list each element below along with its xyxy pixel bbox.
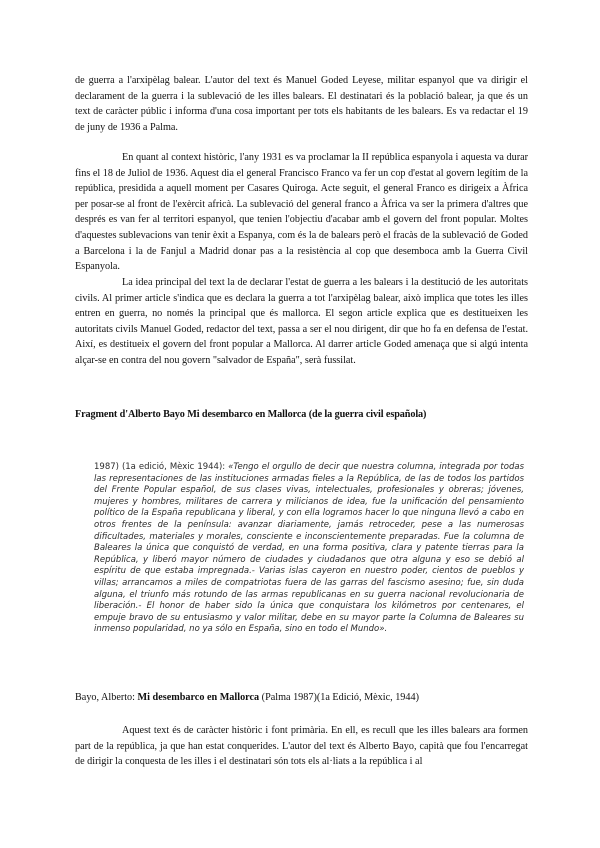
source-citation [75, 692, 528, 703]
citation-title: Mi desembarco en Mallorca [137, 692, 260, 703]
paragraph-main-idea: La idea principal del text la de declarar l'estat de guerra a les balears i la destitució de les autoritats civils. Al primer article s'indica que es declara la guerra a tot l'arxipèlag balear, això implica que totes les illes entren en guerra, no només la principal que és mallorca. El segon article explica que es destitueixen les autoritats civils Manuel Goded, redactor del text, passa a ser el nou dirigent, dir que ho fa en defensa de l'estat. Així, es destitueix el govern del front popular a Mallorca. Al darrer article Goded amenaça que si algú intenta alçar-se en contra del nou govern "salvador de España", serà fussilat. [75, 277, 528, 366]
citation-details: (Palma 1987)(1a Edició, Mèxic, 1944) [259, 692, 419, 703]
quote-text [94, 462, 524, 636]
quote-lead: 1987) (1a edició, Mèxic 1944): [94, 462, 229, 472]
quote-excerpt-image [94, 462, 524, 666]
paragraph-text-context-intro: de guerra a l'arxipèlag balear. L'autor del text és Manuel Goded Leyese, militar espanyol que va dirigir el declarament de la guerra i la sublevació de les illes balears. El destinatari és la població balear, ja que és un text de caràcter públic i informa d'una cosa important per tots els habitants de les balears. Es va redactar el 19 de juny de 1936 a Palma. [75, 75, 528, 133]
section-heading: Fragment d'Alberto Bayo Mi desembarco en Mallorca (de la guerra civil española) [75, 409, 427, 420]
paragraph-source-analysis: Aquest text és de caràcter històric i font primària. En ell, es recull que les illes balears ara formen part de la república, ja que han estat conquerides. L'autor del text és Alberto Bayo, capità que fou l'encarregat de dirigir la conquesta de les illes i el destinatari són tots els al·liats a la república i al [75, 725, 528, 768]
quote-body: «Tengo el orgullo de decir que nuestra columna, integrada por todas las representaciones de las instituciones armadas fieles a la República, de las de todos los partidos del Frente Popular español, de sus clases vivas, intelectuales, profesionales y obreras; jóvenes, mujeres y hombres, militares de carrera y milicianos de idea, fue la unificación del pensamiento político de la España republicana y liberal, y con ella logramos hacer lo que ninguna llevó a cabo en otros frentes de la península: avanzar diariamente, jamás retroceder, pese a las numerosas dificultades, materiales y morales, consciente e inconscientemente preparadas. Fue la columna de Baleares la única que conquistó de verdad, en una forma positiva, clara y patente tierras para la República, y liberó mayor número de ciudades y ciudadanos que otra alguna y eso se debió al espíritu de que estaba impregnada.- Varias islas cayeron en nuestro poder, cientos de pueblos y villas; arrancamos a miles de compatriotas fuera de las garras del fascismo asesino; fue, sin duda alguna, el triunfo más rotundo de las armas republicanas en su guerra nacional revolucionaria de liberación.- El honor de haber sido la única que conquistara los kilómetros por centenares, el empuje bravo de su entusiasmo y valor militar, debe en su mayor parte la Columna de Baleares su inmenso popularidad, no ya sólo en España, sino en todo el Mundo». [94, 462, 524, 635]
paragraph-historical-context: En quant al context històric, l'any 1931 es va proclamar la II república espanyola i aquesta va durar fins el 18 de Juliol de 1936. Aquest dia el general Francisco Franco va fer un cop d'estat al govern legítim de la república, presidida a aquell moment per Casares Quiroga. Acte seguit, el general Franco es dirigeix a Àfrica per posar-se al front de l'exèrcit africà. La sublevació del general franco a Àfrica va ser la primera d'altres que després es van fer al territori espanyol, que tenien l'objectiu d'acabar amb el govern del front popular. Moltes d'aquestes sublevacions van tenir èxit a Espanya, com és la de balears però el fracàs de la sublevació de Goded a Barcelona i la de Fanjul a Madrid donar pas a la resistència al cop que desemboca amb la Guerra Civil Espanyola. [75, 152, 528, 273]
citation-author: Bayo, Alberto: [75, 692, 138, 703]
